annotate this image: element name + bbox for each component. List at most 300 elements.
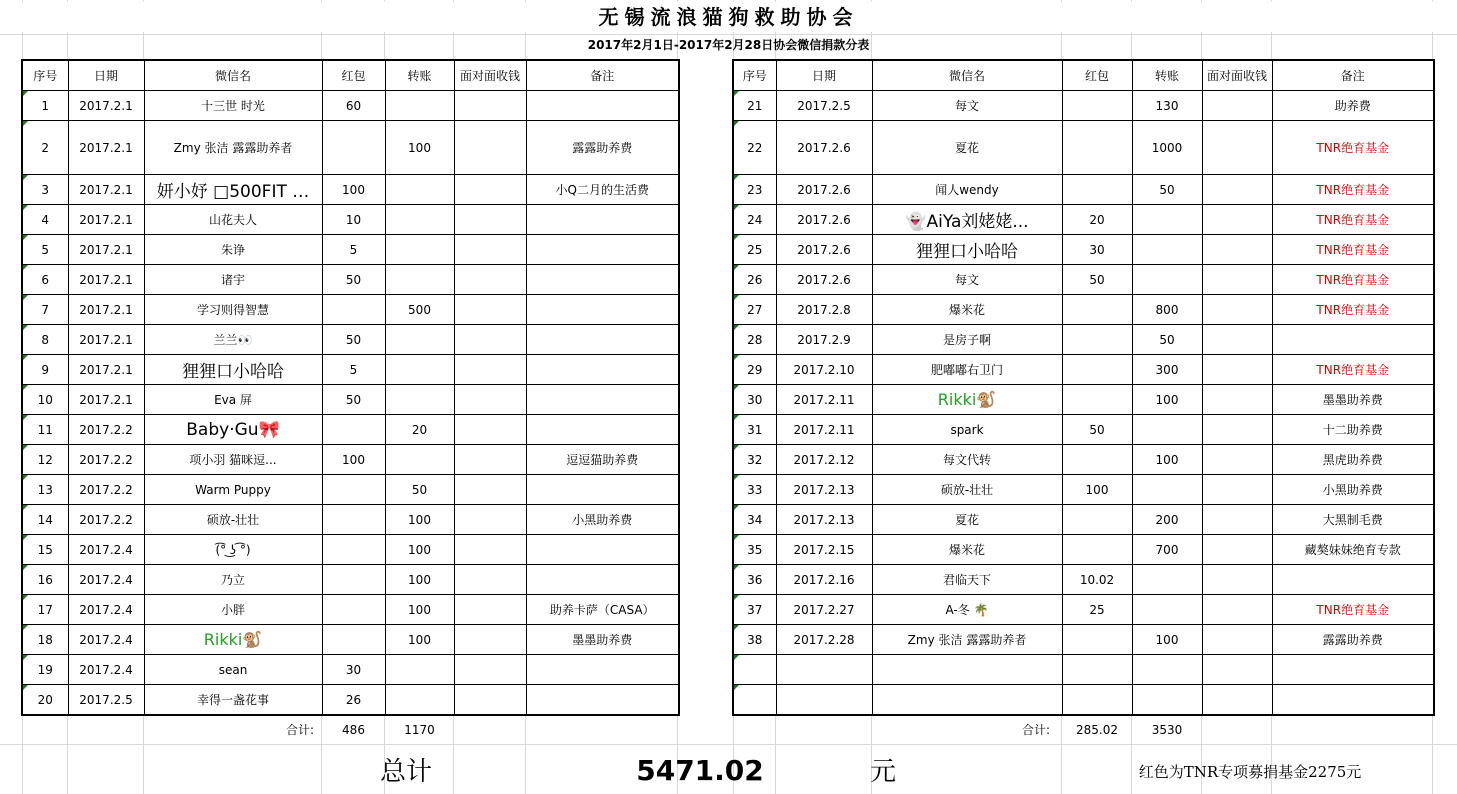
- left-sum-hongbao: 486: [342, 723, 365, 737]
- donor-name: 山花夫人: [144, 205, 322, 235]
- left-sum-label: 合计:: [285, 723, 315, 737]
- transfer-amount: [1132, 475, 1202, 505]
- row-no: 32: [733, 445, 776, 475]
- row-no: 27: [733, 295, 776, 325]
- row-no: 15: [22, 535, 68, 565]
- row-no: 24: [733, 205, 776, 235]
- row-note: 小黑助养费: [1272, 475, 1434, 505]
- row-date: [776, 685, 872, 716]
- row-note: TNR绝育基金: [1272, 295, 1434, 325]
- transfer-amount: [385, 175, 454, 205]
- row-date: 2017.2.6: [776, 265, 872, 295]
- hongbao-amount: [1062, 121, 1132, 175]
- face-to-face-amount: [454, 535, 526, 565]
- face-to-face-amount: [454, 295, 526, 325]
- donor-name: 君临天下: [872, 565, 1062, 595]
- table-row: [22, 595, 679, 625]
- hongbao-amount: 50: [1062, 415, 1132, 445]
- row-no: 30: [733, 385, 776, 415]
- transfer-amount: [385, 91, 454, 121]
- row-note: TNR绝育基金: [1272, 595, 1434, 625]
- transfer-amount: 100: [385, 535, 454, 565]
- face-to-face-amount: [1202, 565, 1272, 595]
- header-no: 序号: [22, 60, 68, 91]
- table-row: [22, 565, 679, 595]
- hongbao-amount: 50: [322, 385, 385, 415]
- transfer-amount: [1132, 265, 1202, 295]
- transfer-amount: 100: [1132, 445, 1202, 475]
- face-to-face-amount: [1202, 91, 1272, 121]
- transfer-amount: [1132, 655, 1202, 685]
- donor-name: 十三世 时光: [144, 91, 322, 121]
- table-row: [22, 205, 679, 235]
- row-date: 2017.2.10: [776, 355, 872, 385]
- row-no: 38: [733, 625, 776, 655]
- row-note: [526, 355, 679, 385]
- hongbao-amount: 50: [1062, 265, 1132, 295]
- transfer-amount: [1132, 415, 1202, 445]
- row-no: 25: [733, 235, 776, 265]
- row-no: 20: [22, 685, 68, 716]
- row-note: TNR绝育基金: [1272, 175, 1434, 205]
- row-no: 13: [22, 475, 68, 505]
- header-wechat-name: 微信名: [872, 60, 1062, 91]
- row-date: 2017.2.4: [68, 535, 144, 565]
- table-row: [22, 175, 679, 205]
- header-wechat-name: 微信名: [144, 60, 322, 91]
- row-note: 墨墨助养费: [1272, 385, 1434, 415]
- table-row: [733, 355, 1434, 385]
- row-no: 23: [733, 175, 776, 205]
- table-row: [22, 445, 679, 475]
- donor-name: Rikki🐒: [144, 625, 322, 655]
- table-row: [22, 91, 679, 121]
- row-no: 11: [22, 415, 68, 445]
- transfer-amount: 100: [1132, 625, 1202, 655]
- donor-name: Zmy 张洁 露露助养者: [872, 625, 1062, 655]
- row-note: [526, 91, 679, 121]
- transfer-amount: 200: [1132, 505, 1202, 535]
- header-transfer: 转账: [1132, 60, 1202, 91]
- sheet-title: 无锡流浪猫狗救助协会: [0, 2, 1457, 32]
- hongbao-amount: [1062, 655, 1132, 685]
- row-date: 2017.2.1: [68, 265, 144, 295]
- transfer-amount: [1132, 565, 1202, 595]
- row-date: 2017.2.4: [68, 565, 144, 595]
- row-date: 2017.2.13: [776, 475, 872, 505]
- donor-name: Warm Puppy: [144, 475, 322, 505]
- table-row: [733, 325, 1434, 355]
- table-row: [733, 91, 1434, 121]
- row-date: 2017.2.2: [68, 505, 144, 535]
- table-row: [733, 475, 1434, 505]
- hongbao-amount: [1062, 505, 1132, 535]
- table-row: [22, 415, 679, 445]
- table-row: [22, 475, 679, 505]
- row-date: 2017.2.9: [776, 325, 872, 355]
- hongbao-amount: [1062, 295, 1132, 325]
- row-note: 助养费: [1272, 91, 1434, 121]
- row-no: 9: [22, 355, 68, 385]
- total-unit: 元: [870, 757, 897, 787]
- row-no: 26: [733, 265, 776, 295]
- row-no: 1: [22, 91, 68, 121]
- donor-name: 兰兰👀: [144, 325, 322, 355]
- transfer-amount: 300: [1132, 355, 1202, 385]
- transfer-amount: 100: [385, 595, 454, 625]
- face-to-face-amount: [1202, 685, 1272, 716]
- row-date: 2017.2.28: [776, 625, 872, 655]
- table-row: [733, 625, 1434, 655]
- hongbao-amount: 100: [322, 175, 385, 205]
- row-date: 2017.2.11: [776, 385, 872, 415]
- transfer-amount: 50: [385, 475, 454, 505]
- row-no: 33: [733, 475, 776, 505]
- row-no: 28: [733, 325, 776, 355]
- face-to-face-amount: [1202, 595, 1272, 625]
- row-no: 6: [22, 265, 68, 295]
- row-no: 17: [22, 595, 68, 625]
- row-date: 2017.2.1: [68, 325, 144, 355]
- face-to-face-amount: [454, 205, 526, 235]
- transfer-amount: [1132, 235, 1202, 265]
- table-row: [22, 655, 679, 685]
- hongbao-amount: [1062, 625, 1132, 655]
- header-date: 日期: [68, 60, 144, 91]
- hongbao-amount: 5: [322, 235, 385, 265]
- header-hongbao: 红包: [322, 60, 385, 91]
- table-row: [733, 535, 1434, 565]
- face-to-face-amount: [1202, 475, 1272, 505]
- transfer-amount: [385, 265, 454, 295]
- face-to-face-amount: [454, 415, 526, 445]
- row-note: 逗逗猫助养费: [526, 445, 679, 475]
- row-note: 大黑制毛费: [1272, 505, 1434, 535]
- row-date: 2017.2.1: [68, 91, 144, 121]
- face-to-face-amount: [1202, 205, 1272, 235]
- face-to-face-amount: [1202, 355, 1272, 385]
- face-to-face-amount: [454, 685, 526, 716]
- right-sum-transfer: 3530: [1151, 723, 1183, 737]
- donor-name: [872, 685, 1062, 716]
- row-date: 2017.2.4: [68, 595, 144, 625]
- header-no: 序号: [733, 60, 776, 91]
- row-note: 黑虎助养费: [1272, 445, 1434, 475]
- donor-name: A-冬 🌴: [872, 595, 1062, 625]
- row-date: 2017.2.1: [68, 121, 144, 175]
- donor-name: 朱诤: [144, 235, 322, 265]
- right-donation-table: [732, 59, 1435, 716]
- row-note: [1272, 325, 1434, 355]
- table-row: [733, 415, 1434, 445]
- hongbao-amount: 30: [322, 655, 385, 685]
- transfer-amount: 800: [1132, 295, 1202, 325]
- face-to-face-amount: [1202, 505, 1272, 535]
- transfer-amount: 100: [385, 625, 454, 655]
- donor-name: 夏花: [872, 121, 1062, 175]
- transfer-amount: [385, 385, 454, 415]
- right-sum-label: 合计:: [1021, 723, 1051, 737]
- row-no: 10: [22, 385, 68, 415]
- donor-name: 每文: [872, 91, 1062, 121]
- hongbao-amount: 5: [322, 355, 385, 385]
- hongbao-amount: [322, 595, 385, 625]
- transfer-amount: [385, 655, 454, 685]
- row-no: 18: [22, 625, 68, 655]
- donor-name: 肥嘟嘟右卫门: [872, 355, 1062, 385]
- face-to-face-amount: [1202, 121, 1272, 175]
- row-date: 2017.2.1: [68, 235, 144, 265]
- row-date: 2017.2.2: [68, 445, 144, 475]
- donor-name: 项小羽 猫咪逗...: [144, 445, 322, 475]
- face-to-face-amount: [454, 595, 526, 625]
- row-no: 4: [22, 205, 68, 235]
- donor-name: spark: [872, 415, 1062, 445]
- face-to-face-amount: [1202, 655, 1272, 685]
- transfer-amount: 100: [385, 505, 454, 535]
- hongbao-amount: [322, 505, 385, 535]
- row-note: [526, 265, 679, 295]
- transfer-amount: 50: [1132, 175, 1202, 205]
- row-date: 2017.2.1: [68, 205, 144, 235]
- row-date: 2017.2.2: [68, 475, 144, 505]
- row-note: TNR绝育基金: [1272, 205, 1434, 235]
- table-row: [733, 655, 1434, 685]
- hongbao-amount: 100: [1062, 475, 1132, 505]
- transfer-amount: 1000: [1132, 121, 1202, 175]
- hongbao-amount: [1062, 175, 1132, 205]
- row-no: 14: [22, 505, 68, 535]
- face-to-face-amount: [454, 505, 526, 535]
- donor-name: 狸狸口小哈哈: [144, 355, 322, 385]
- hongbao-amount: [322, 295, 385, 325]
- donor-name: 幸得一盏花事: [144, 685, 322, 716]
- header-date: 日期: [776, 60, 872, 91]
- donor-name: 硕放-壮壮: [872, 475, 1062, 505]
- transfer-amount: [385, 235, 454, 265]
- transfer-amount: 100: [1132, 385, 1202, 415]
- face-to-face-amount: [454, 625, 526, 655]
- hongbao-amount: [1062, 535, 1132, 565]
- right-sum-hongbao: 285.02: [1076, 723, 1118, 737]
- transfer-amount: [385, 355, 454, 385]
- transfer-amount: [385, 445, 454, 475]
- face-to-face-amount: [454, 355, 526, 385]
- header-face-to-face: 面对面收钱: [454, 60, 526, 91]
- face-to-face-amount: [1202, 415, 1272, 445]
- row-no: 16: [22, 565, 68, 595]
- hongbao-amount: [322, 625, 385, 655]
- transfer-amount: 100: [385, 121, 454, 175]
- table-row: [733, 565, 1434, 595]
- row-no: 2: [22, 121, 68, 175]
- row-date: 2017.2.1: [68, 355, 144, 385]
- transfer-amount: [1132, 205, 1202, 235]
- hongbao-amount: [1062, 385, 1132, 415]
- table-row: [733, 385, 1434, 415]
- row-date: 2017.2.6: [776, 235, 872, 265]
- row-date: 2017.2.15: [776, 535, 872, 565]
- row-note: 墨墨助养费: [526, 625, 679, 655]
- face-to-face-amount: [1202, 175, 1272, 205]
- row-date: 2017.2.27: [776, 595, 872, 625]
- row-date: 2017.2.5: [68, 685, 144, 716]
- donor-name: Baby·Gu🎀: [144, 415, 322, 445]
- row-date: 2017.2.2: [68, 415, 144, 445]
- row-note: TNR绝育基金: [1272, 235, 1434, 265]
- header-note: 备注: [1272, 60, 1434, 91]
- hongbao-amount: [322, 535, 385, 565]
- hongbao-amount: 60: [322, 91, 385, 121]
- hongbao-amount: 10: [322, 205, 385, 235]
- row-no: 8: [22, 325, 68, 355]
- row-no: [733, 655, 776, 685]
- left-sum-transfer: 1170: [404, 723, 435, 737]
- row-no: 35: [733, 535, 776, 565]
- row-note: [1272, 685, 1434, 716]
- hongbao-amount: 20: [1062, 205, 1132, 235]
- row-no: 21: [733, 91, 776, 121]
- donor-name: 爆米花: [872, 295, 1062, 325]
- row-date: 2017.2.5: [776, 91, 872, 121]
- row-no: 12: [22, 445, 68, 475]
- face-to-face-amount: [454, 565, 526, 595]
- face-to-face-amount: [454, 655, 526, 685]
- face-to-face-amount: [454, 91, 526, 121]
- row-date: 2017.2.8: [776, 295, 872, 325]
- row-no: 34: [733, 505, 776, 535]
- transfer-amount: [385, 325, 454, 355]
- hongbao-amount: [1062, 91, 1132, 121]
- donor-name: 闻人wendy: [872, 175, 1062, 205]
- donor-name: 学习则得智慧: [144, 295, 322, 325]
- hongbao-amount: 50: [322, 325, 385, 355]
- table-row: [733, 685, 1434, 716]
- row-date: 2017.2.6: [776, 205, 872, 235]
- header-note: 备注: [526, 60, 679, 91]
- face-to-face-amount: [1202, 325, 1272, 355]
- donor-name: 狸狸口小哈哈: [872, 235, 1062, 265]
- face-to-face-amount: [454, 325, 526, 355]
- header-face-to-face: 面对面收钱: [1202, 60, 1272, 91]
- row-no: 22: [733, 121, 776, 175]
- face-to-face-amount: [1202, 625, 1272, 655]
- hongbao-amount: [1062, 355, 1132, 385]
- table-row: [22, 505, 679, 535]
- row-no: 7: [22, 295, 68, 325]
- table-row: [22, 121, 679, 175]
- donor-name: 爆米花: [872, 535, 1062, 565]
- row-date: 2017.2.1: [68, 175, 144, 205]
- total-label: 总计: [380, 757, 433, 787]
- tnr-fund-note: 红色为TNR专项募捐基金2275元: [1138, 763, 1362, 781]
- table-row: [22, 235, 679, 265]
- table-row: [733, 121, 1434, 175]
- table-row: [22, 685, 679, 716]
- row-note: 小Q二月的生活费: [526, 175, 679, 205]
- hongbao-amount: 50: [322, 265, 385, 295]
- donor-name: 是房子啊: [872, 325, 1062, 355]
- transfer-amount: 500: [385, 295, 454, 325]
- row-note: [526, 325, 679, 355]
- sheet-subtitle: 2017年2月1日-2017年2月28日协会微信捐款分表: [587, 38, 870, 52]
- table-row: [22, 355, 679, 385]
- row-date: 2017.2.11: [776, 415, 872, 445]
- donor-name: Rikki🐒: [872, 385, 1062, 415]
- donor-name: Eva 屏: [144, 385, 322, 415]
- row-note: [1272, 655, 1434, 685]
- face-to-face-amount: [454, 265, 526, 295]
- hongbao-amount: [322, 565, 385, 595]
- transfer-amount: [385, 205, 454, 235]
- table-row: [22, 265, 679, 295]
- row-note: [526, 655, 679, 685]
- hongbao-amount: [322, 415, 385, 445]
- row-note: [526, 415, 679, 445]
- donor-name: 小胖: [144, 595, 322, 625]
- hongbao-amount: 10.02: [1062, 565, 1132, 595]
- table-row: [733, 175, 1434, 205]
- transfer-amount: 50: [1132, 325, 1202, 355]
- row-note: TNR绝育基金: [1272, 265, 1434, 295]
- row-no: 37: [733, 595, 776, 625]
- row-note: 十二助养费: [1272, 415, 1434, 445]
- row-date: 2017.2.1: [68, 295, 144, 325]
- transfer-amount: 100: [385, 565, 454, 595]
- face-to-face-amount: [1202, 445, 1272, 475]
- row-note: [526, 295, 679, 325]
- row-note: 助养卡萨（CASA）: [526, 595, 679, 625]
- row-date: 2017.2.4: [68, 655, 144, 685]
- row-note: [526, 475, 679, 505]
- table-row: [22, 625, 679, 655]
- donor-name: 诸宇: [144, 265, 322, 295]
- table-row: [22, 385, 679, 415]
- face-to-face-amount: [454, 385, 526, 415]
- hongbao-amount: [1062, 685, 1132, 716]
- table-row: [22, 325, 679, 355]
- table-row: [733, 265, 1434, 295]
- hongbao-amount: [322, 475, 385, 505]
- face-to-face-amount: [1202, 295, 1272, 325]
- row-note: TNR绝育基金: [1272, 121, 1434, 175]
- hongbao-amount: 100: [322, 445, 385, 475]
- donor-name: 每文: [872, 265, 1062, 295]
- row-date: 2017.2.6: [776, 175, 872, 205]
- donor-name: 夏花: [872, 505, 1062, 535]
- gridline: [0, 744, 1457, 745]
- transfer-amount: 130: [1132, 91, 1202, 121]
- transfer-amount: 700: [1132, 535, 1202, 565]
- row-no: 19: [22, 655, 68, 685]
- face-to-face-amount: [454, 475, 526, 505]
- row-note: [1272, 565, 1434, 595]
- row-date: 2017.2.1: [68, 385, 144, 415]
- transfer-amount: [385, 685, 454, 716]
- face-to-face-amount: [454, 175, 526, 205]
- table-row: [22, 535, 679, 565]
- face-to-face-amount: [454, 235, 526, 265]
- face-to-face-amount: [1202, 535, 1272, 565]
- donor-name: 乃立: [144, 565, 322, 595]
- table-row: [733, 505, 1434, 535]
- donor-name: 每文代转: [872, 445, 1062, 475]
- row-note: 藏獒妹妹绝育专款: [1272, 535, 1434, 565]
- donor-name: [872, 655, 1062, 685]
- row-note: [526, 385, 679, 415]
- row-note: [526, 535, 679, 565]
- donor-name: 👻AiYa刘姥姥...: [872, 205, 1062, 235]
